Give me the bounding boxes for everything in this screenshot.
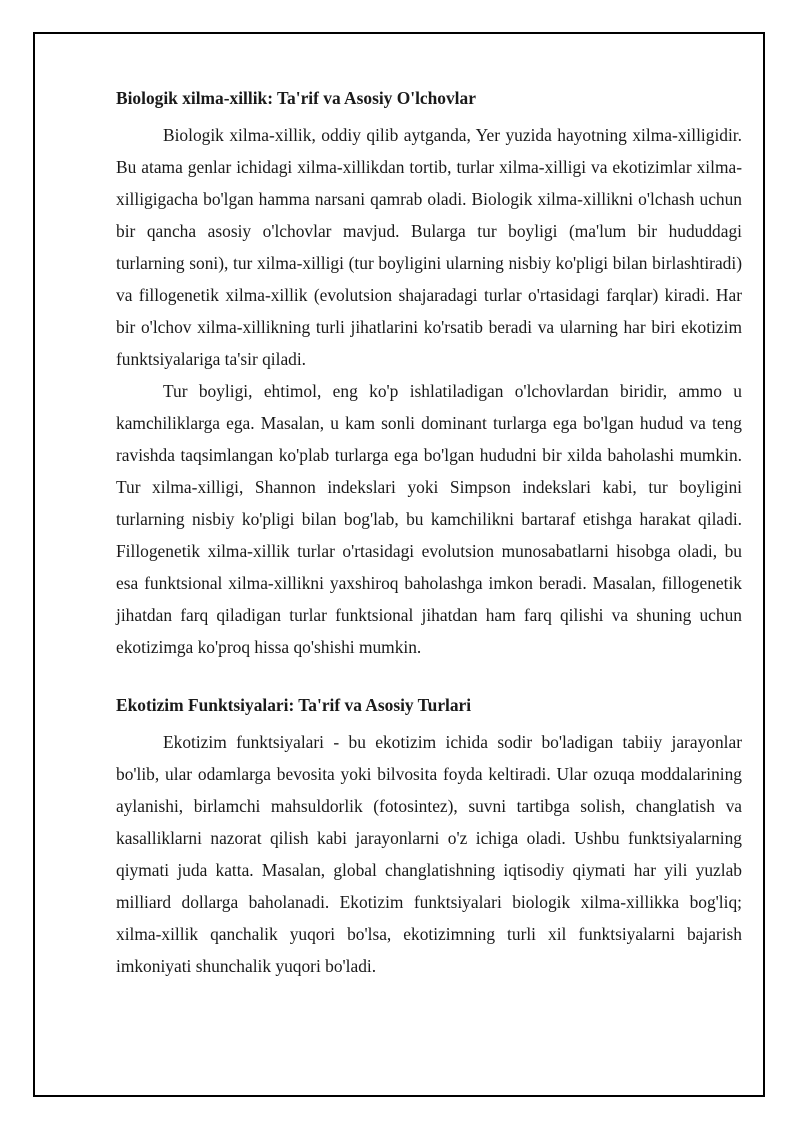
section-spacer [116,663,742,691]
section-heading-biodiversity: Biologik xilma-xillik: Ta'rif va Asosiy O'lchovlar [116,88,476,108]
paragraph-ecosystem-functions: Ekotizim funktsiyalari - bu ekotizim ichida sodir bo'ladigan tabiiy jarayonlar bo'lib, ular odamlarga bevosita yoki bilvosita foyda keltiradi. Ular ozuqa moddalarining aylanishi, birlamchi mahsuldorlik (fotosintez), suvni tartibga solish, changlatish va kasalliklarni nazorat qilish kabi jarayonlarni o'z ichiga oladi. Ushbu funktsiyalarning qiymati juda katta. Masalan, global changlatishning iqtisodiy qiymati har yili yuzlab milliard dollarga baholanadi. Ekotizim funktsiyalari biologik xilma-xillikka bog'liq; xilma-xillik qanchalik yuqori bo'lsa, ekotizimning turli xil funktsiyalarni bajarish imkoniyati shunchalik yuqori bo'ladi. [116,732,742,976]
paragraph-species-richness: Tur boyligi, ehtimol, eng ko'p ishlatiladigan o'lchovlardan biridir, ammo u kamchiliklarga ega. Masalan, u kam sonli dominant turlarga ega bo'lgan hudud va teng ravishda taqsimlangan ko'plab turlarga ega bo'lgan hududni bir xilda baholashi mumkin. Tur xilma-xilligi, Shannon indekslari yoki Simpson indekslari kabi, tur boyligini turlarning nisbiy ko'pligi bilan bog'lab, bu kamchilikni bartaraf etishga harakat qiladi. Fillogenetik xilma-xillik turlar o'rtasidagi evolutsion munosabatlarni hisobga oladi, bu esa funktsional xilma-xillikni yaxshiroq baholashga imkon beradi. Masalan, fillogenetik jihatdan farq qiladigan turlar funktsional jihatdan ham farq qilishi va shuning uchun ekotizimga ko'proq hissa qo'shishi mumkin. [116,381,742,657]
document-body [116,84,742,982]
paragraph-biodiversity-definition: Biologik xilma-xillik, oddiy qilib aytganda, Yer yuzida hayotning xilma-xilligidir. Bu atama genlar ichidagi xilma-xillikdan tortib, turlar xilma-xilligi va ekotizimlar xilma-xilligigacha bo'lgan hamma narsani qamrab oladi. Biologik xilma-xillikni o'lchash uchun bir qancha asosiy o'lchovlar mavjud. Bularga tur boyligi (ma'lum bir hududdagi turlarning soni), tur xilma-xilligi (tur boyligini ularning nisbiy ko'pligi bilan birlashtiradi) va fillogenetik xilma-xillik (evolutsion shajaradagi turlar o'rtasidagi farqlar) kiradi. Har bir o'lchov xilma-xillikning turli jihatlarini ko'rsatib beradi va ularning har biri ekotizim funktsiyalariga ta'sir qiladi. [116,125,742,369]
section-heading-ecosystem-functions: Ekotizim Funktsiyalari: Ta'rif va Asosiy Turlari [116,695,472,715]
